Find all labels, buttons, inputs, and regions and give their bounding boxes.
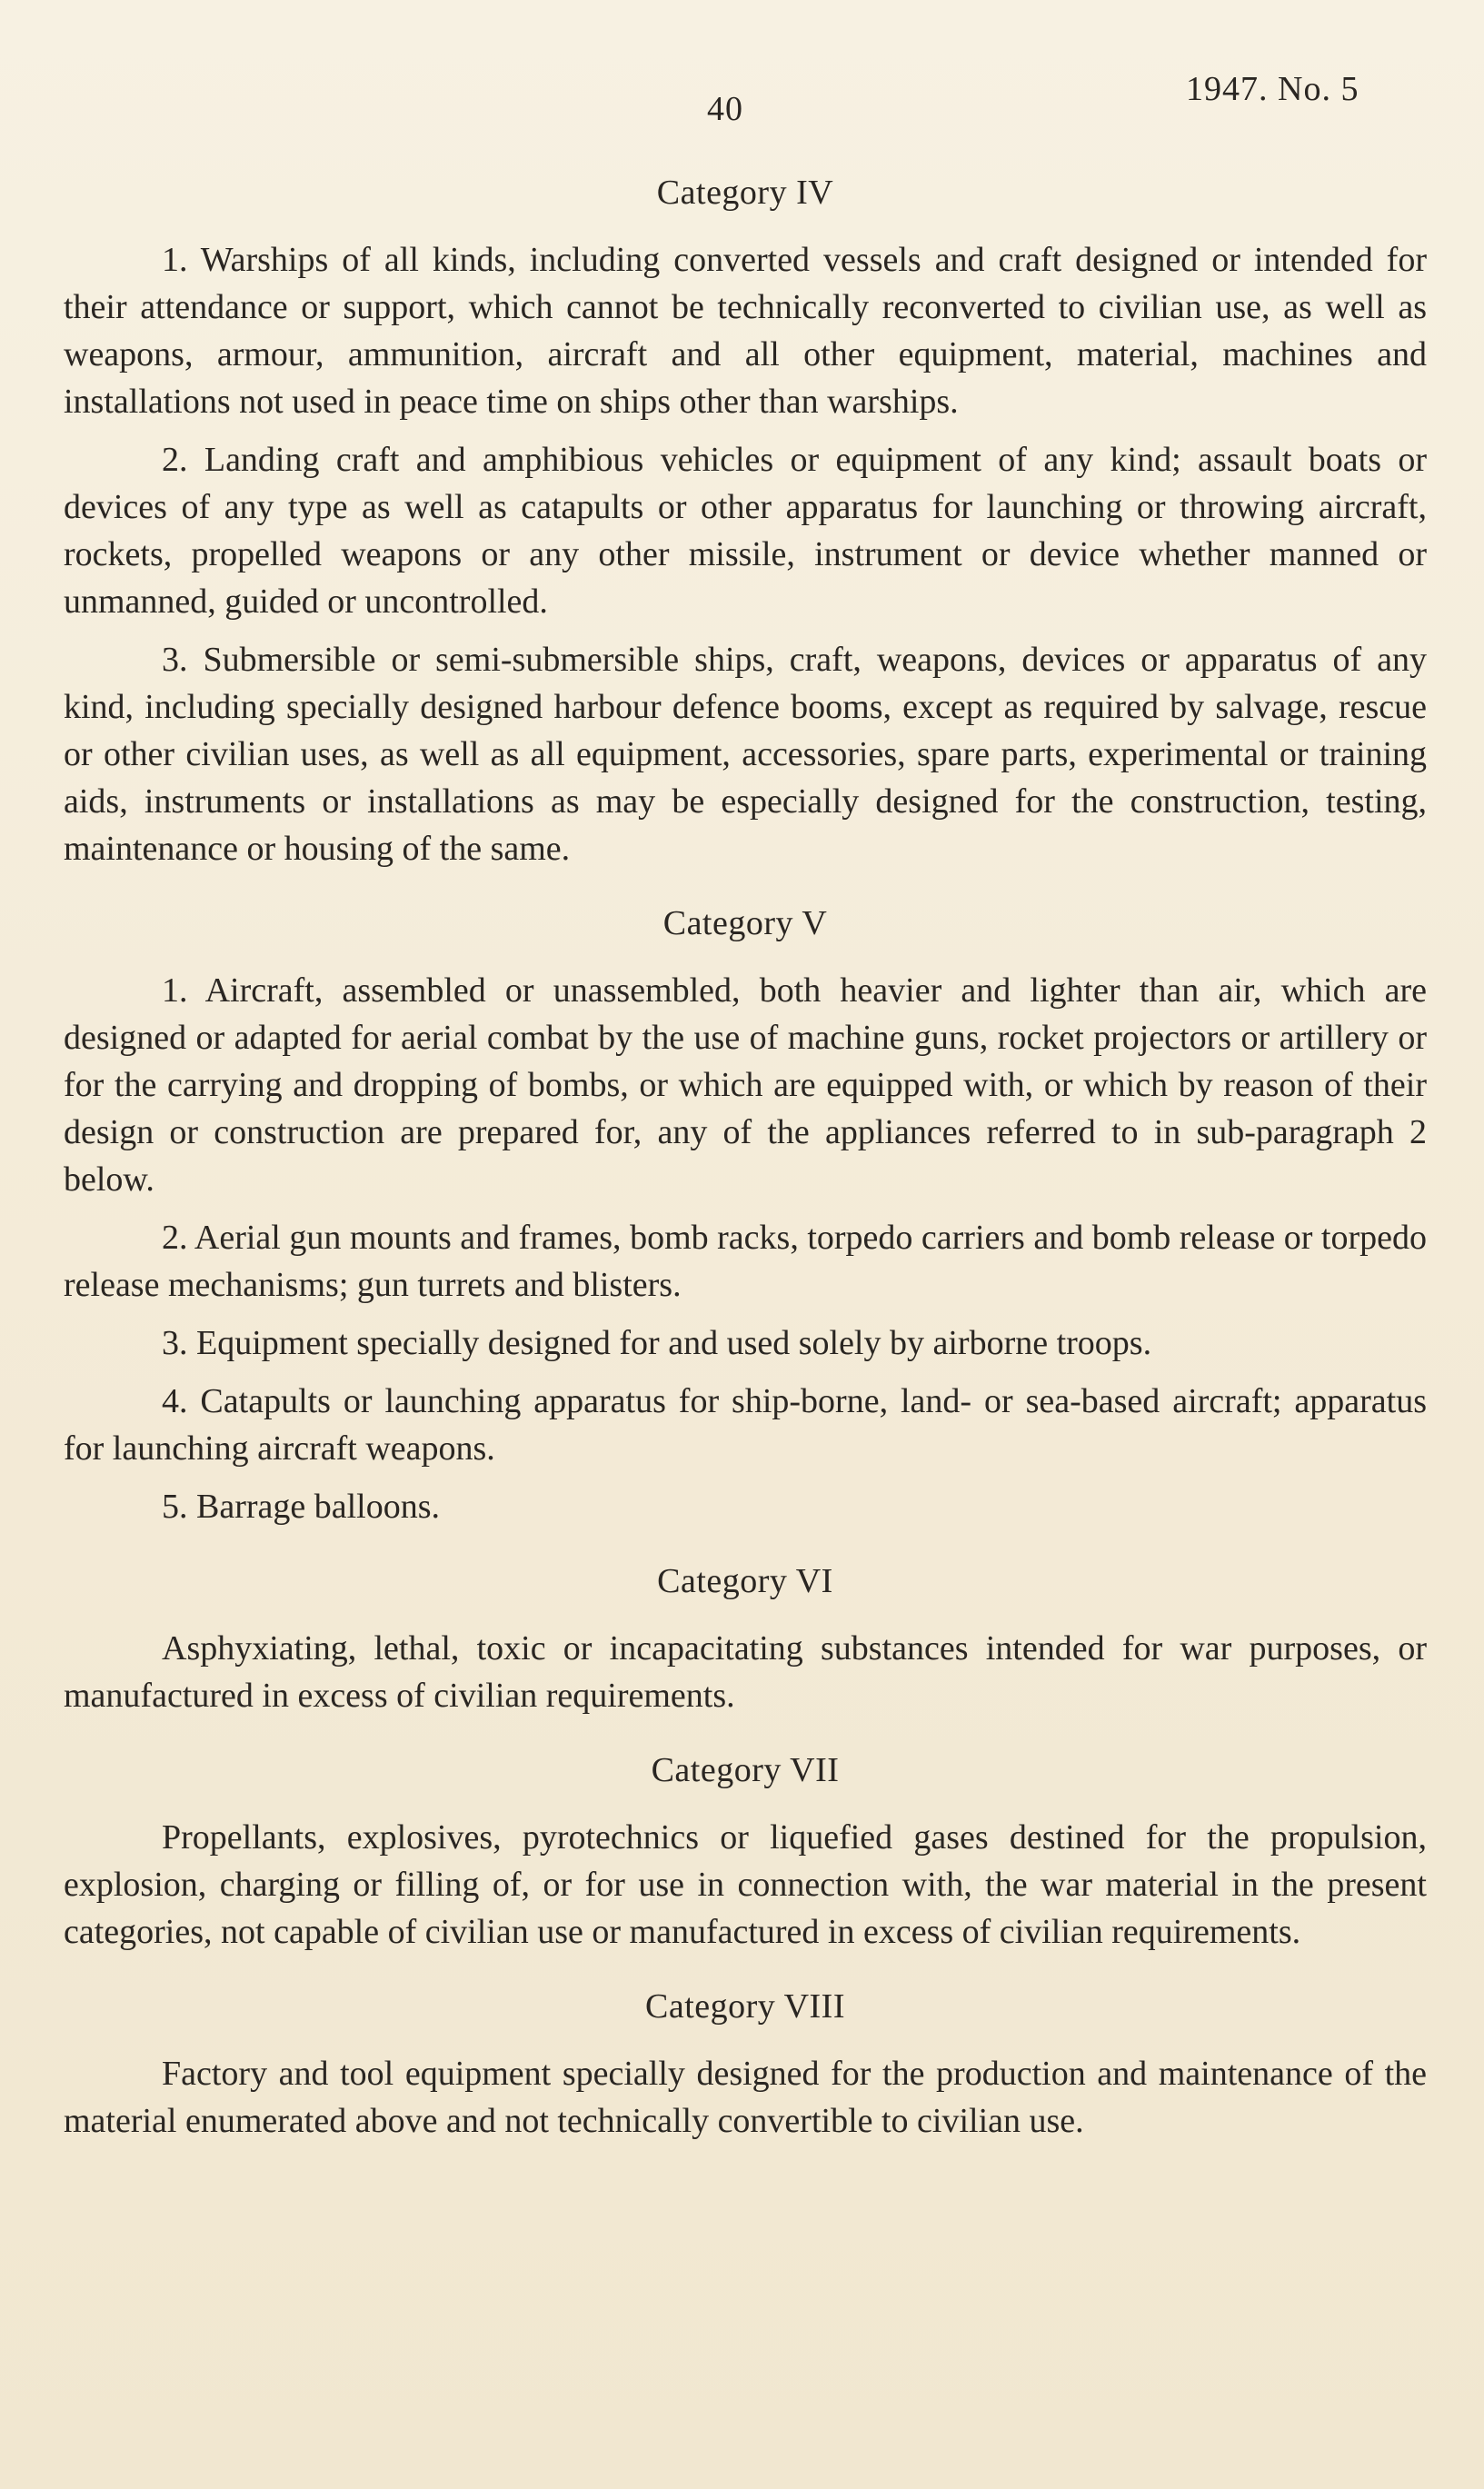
paragraph: 4. Catapults or launching apparatus for ship-borne, land- or sea-based aircraft; apparatus for launching aircraft weapons. xyxy=(64,1382,1427,1468)
paragraph: 1. Aircraft, assembled or unassembled, both heavier and lighter than air, which are designed or adapted for aerial combat by the use of machine guns, rocket projectors or artillery or for the carrying and dropping of bombs, or which are equipped with, or which by reason of their design or construction are prepared for, any of the appliances referred to in sub-paragraph 2 below. xyxy=(64,971,1427,1199)
category-vii-section xyxy=(64,1750,1427,1956)
category-iv-section xyxy=(64,173,1427,872)
section-heading: Category VI xyxy=(657,1562,833,1600)
volume-number: 1947. No. 5 xyxy=(1186,70,1360,108)
paragraph: 1. Warships of all kinds, including converted vessels and craft designed or intended for their attendance or support, which cannot be technically reconverted to civilian use, as well as weapons, armour, ammunition, aircraft and all other equipment, material, machines and installations not used in peace time on ships other than warships. xyxy=(64,241,1427,421)
document-body xyxy=(64,173,1427,2155)
paragraph: 3. Equipment specially designed for and used solely by airborne troops. xyxy=(162,1324,1152,1362)
section-heading: Category VIII xyxy=(644,1987,845,2026)
section-heading: Category IV xyxy=(656,174,834,212)
paragraph: Factory and tool equipment specially designed for the production and maintenance of the material enumerated above and not technically convertible to civilian use. xyxy=(64,2055,1427,2140)
category-viii-section xyxy=(64,1986,1427,2145)
category-vi-section xyxy=(64,1561,1427,1719)
paragraph: 2. Aerial gun mounts and frames, bomb racks, torpedo carriers and bomb release or torpedo release mechanisms; gun turrets and blisters. xyxy=(64,1219,1427,1304)
paragraph: 5. Barrage balloons. xyxy=(162,1488,441,1526)
paragraph: 3. Submersible or semi-submersible ships, craft, weapons, devices or apparatus of any kind, including specially designed harbour defence booms, except as required by salvage, rescue or other civilian uses, as well as all equipment, accessories, spare parts, experimental or training aids, instruments or installations as may be especially designed for the construction, testing, maintenance or housing of the same. xyxy=(64,641,1427,868)
section-heading: Category V xyxy=(662,904,828,942)
page-number: 40 xyxy=(707,90,743,128)
paragraph: Asphyxiating, lethal, toxic or incapacitating substances intended for war purposes, or manufactured in excess of civilian requirements. xyxy=(64,1629,1427,1715)
paragraph: 2. Landing craft and amphibious vehicles or equipment of any kind; assault boats or devices of any type as well as catapults or other apparatus for launching or throwing aircraft, rockets, propelled weapons or any other missile, instrument or device whether manned or unmanned, guided or uncontrolled. xyxy=(64,441,1427,621)
paragraph: Propellants, explosives, pyrotechnics or liquefied gases destined for the propulsion, explosion, charging or filling of, or for use in connection with, the war material in the present categories, not capable of civilian use or manufactured in excess of civilian requirements. xyxy=(64,1818,1427,1951)
category-v-section xyxy=(64,903,1427,1530)
section-heading: Category VII xyxy=(651,1751,840,1789)
